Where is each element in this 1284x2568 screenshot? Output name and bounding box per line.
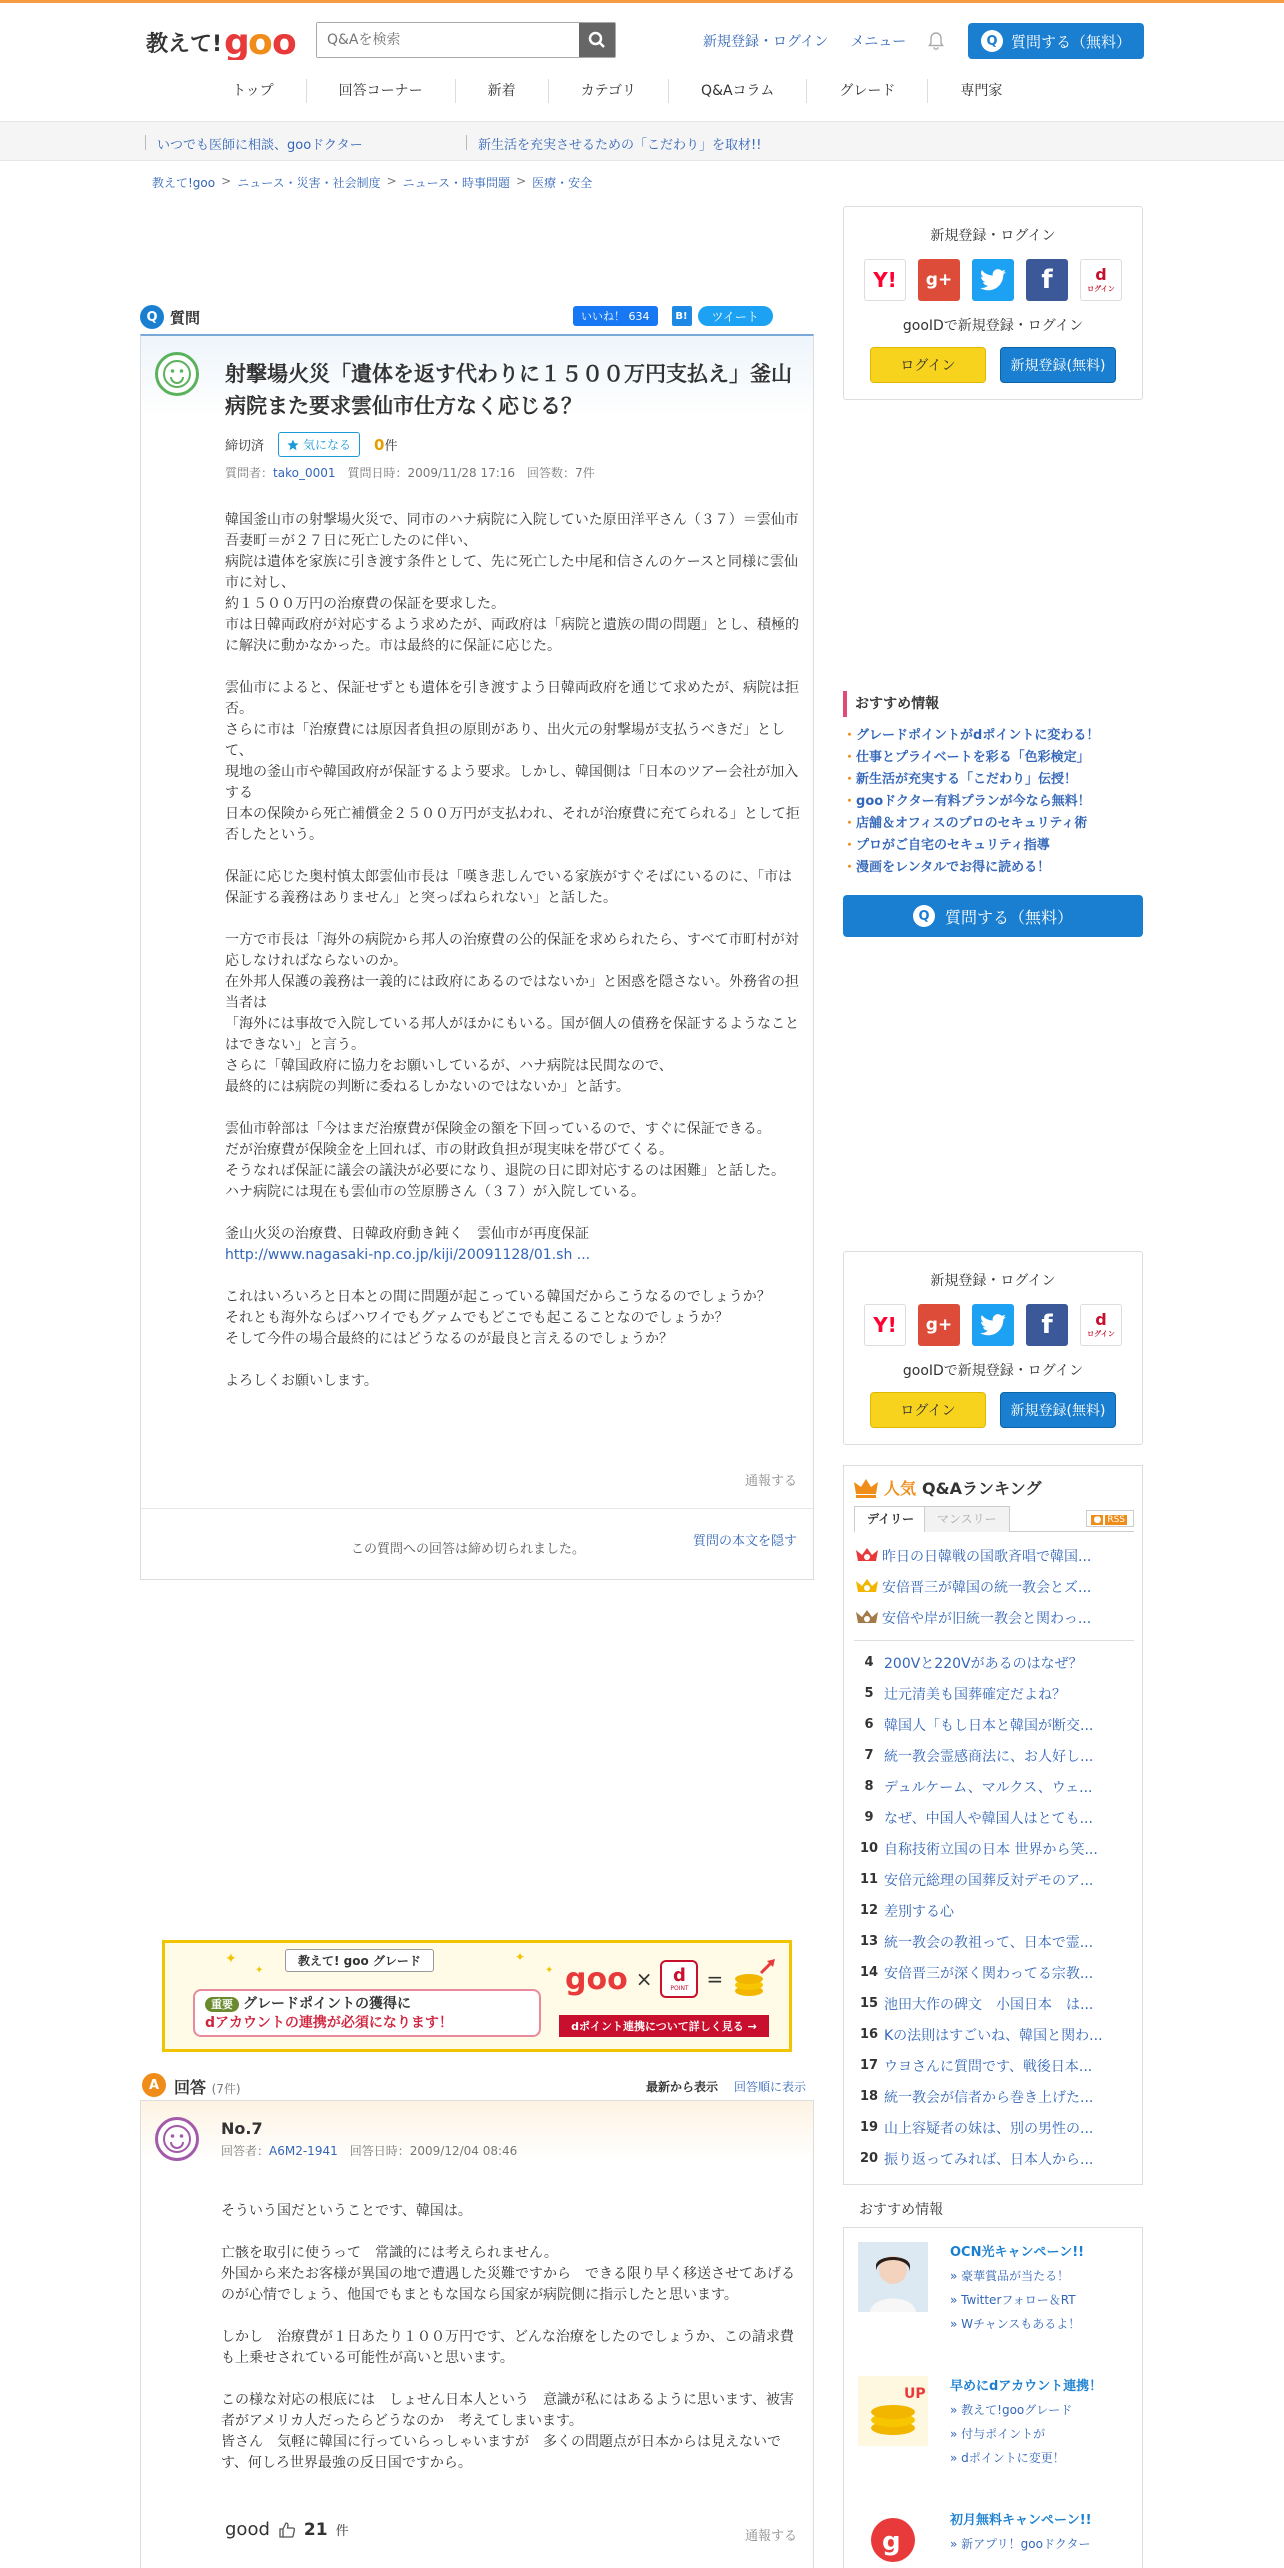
recommended-item[interactable]: ・ 漫画をレンタルでお得に読める！ bbox=[843, 857, 1143, 879]
ranking-title: Q&Aランキング bbox=[922, 1479, 1042, 1498]
questioner-link[interactable]: tako_0001 bbox=[273, 466, 336, 480]
closed-message: この質問への回答は締め切られました。 bbox=[351, 1542, 586, 1557]
nav-grade[interactable]: グレード bbox=[807, 79, 928, 103]
osusume-item bbox=[858, 2242, 1130, 2352]
docomo-label: ログイン bbox=[1087, 285, 1115, 293]
nav-top[interactable]: トップ bbox=[200, 79, 307, 103]
favorite-count bbox=[374, 435, 397, 454]
status-badge: 締切済 bbox=[225, 439, 265, 454]
ranking-item[interactable] bbox=[854, 1833, 1134, 1864]
questioner-avatar[interactable] bbox=[155, 352, 199, 396]
nav-new[interactable]: 新着 bbox=[456, 79, 549, 103]
favorite-count-unit: 件 bbox=[384, 439, 398, 454]
answer-meta bbox=[221, 2142, 517, 2159]
ask-question-button[interactable] bbox=[968, 23, 1144, 59]
answers-count: (7件) bbox=[211, 2082, 241, 2096]
twitter-login-icon[interactable] bbox=[972, 1304, 1014, 1346]
good-unit: 件 bbox=[335, 2524, 349, 2539]
thumbs-up-icon bbox=[278, 2521, 296, 2539]
search-input[interactable] bbox=[317, 23, 579, 57]
login-box-title: 新規登録・ログイン bbox=[930, 1273, 1056, 1289]
question-header bbox=[140, 305, 200, 329]
ranking-item-title: 差別する心 bbox=[884, 1903, 954, 1920]
coins-icon bbox=[731, 1959, 777, 1999]
osusume-box bbox=[843, 2227, 1143, 2568]
ranking-item-title: ウヨさんに質問です、戦後日本... bbox=[884, 2058, 1093, 2075]
ranking-item[interactable] bbox=[854, 1740, 1134, 1771]
recommended-item[interactable]: ・ 新生活が充実する「こだわり」伝授！ bbox=[843, 769, 1143, 791]
answer-a-icon: A bbox=[142, 2073, 166, 2097]
star-icon bbox=[287, 439, 299, 451]
facebook-like-button[interactable] bbox=[573, 306, 658, 326]
question-status-row bbox=[225, 432, 397, 457]
ranking-item[interactable] bbox=[854, 1571, 1134, 1602]
ranking-item-title: 振り返ってみれば、日本人から... bbox=[884, 2151, 1094, 2168]
login-link[interactable]: 新規登録・ログイン bbox=[703, 34, 829, 50]
dpoint-logo bbox=[660, 1960, 698, 1998]
important-badge: 重要 bbox=[205, 1997, 239, 2012]
ranking-item-title: 韓国人「もし日本と韓国が断交... bbox=[884, 1717, 1094, 1734]
answer-meta-prefix: 回答者： bbox=[221, 2144, 270, 2158]
osusume-text bbox=[950, 2242, 1130, 2336]
nav-expert[interactable]: 専門家 bbox=[960, 83, 1003, 99]
rss-icon: ● bbox=[1093, 1515, 1102, 1525]
gold-crown-icon bbox=[856, 1547, 878, 1565]
ranking-number: 8 bbox=[864, 1779, 874, 1794]
favorite-count-value: 0 bbox=[374, 436, 385, 454]
question-body-text: 韓国釜山市の射撃場火災で、同市のハナ病院に入院していた原田洋平さん（３７）＝雲仙市吾妻町＝が２７日に死亡したのに伴い、 病院は遺体を家族に引き渡す条件として、先に死亡した中尾和信さんのケースと同様に雲仙市に対し、 約１５００万円の治療費の保証を要求した。 市は日韓両政府が対応するよう求めたが、両政府は「病院と遺族の間の問題」とし、積極的に解決に動かなかった。市は最終的に保証に応じた。 雲仙市によると、保証せずとも遺体を引き渡すよう日韓両政府を通じて求めたが、病院は拒否。 さらに市は「治療費には原因者負担の原則があり、出火元の射撃場が支払うべきだ」として、 現地の釜山市や韓国政府が保証するよう要求。しかし、韓国側は「日本のツアー会社が加入する 日本の保険から死亡補償金２５００万円が支払われ、それが治療費に充てられる」として拒否したという。 保証に応じた奥村慎太郎雲仙市長は「嘆き悲しんでいる家族がすぐそばにいるのに、「市は保証する義務はありません」と突っぱねられない」と話した。 一方で市長は「海外の病院から邦人の治療費の公的保証を求められたら、すべて市町村が対応しなければならないのか。 在外邦人保護の義務は一義的には政府にあるのではないか」と困惑を隠さない。外務省の担当者は 「海外には事故で入院している邦人がほかにもいる。国が個人の債務を保証するようなことはできない」と言う。 さらに「韓国政府に協力をお願いしているが、ハナ病院は民間なので、 最終的には病院の判断に委ねるしかないのではないか」と話す。 雲仙市幹部は「今はまだ治療費が保険金の額を下回っているので、すぐに保証できる。 だが治療費が保険金を上回れば、市の財政負担が現実味を帯びてくる。 そうなれば保証に議会の議決が必要になり、退院の日に即対応するのは困難」と話した。 ハナ病院には現在も雲仙市の笠原勝さん（３７）が入院している。 釜山火災の治療費、日韓政府動き鈍く 雲仙市が再度保証 bbox=[225, 512, 800, 1242]
tweet-label: ツイート bbox=[711, 309, 759, 324]
ranking-item-title: 昨日の日韓戦の国歌斉唱で韓国... bbox=[882, 1548, 1092, 1565]
dpoint-text: POINT bbox=[670, 1984, 689, 1992]
yahoo-login-icon[interactable]: Y! bbox=[864, 1304, 906, 1346]
global-nav bbox=[200, 79, 1034, 103]
docomo-label: ログイン bbox=[1087, 1330, 1115, 1338]
banner-equals: = bbox=[706, 1967, 724, 1991]
rss-label: RSS bbox=[1107, 1515, 1125, 1525]
question-q-icon: Q bbox=[140, 305, 164, 329]
question-box bbox=[140, 334, 814, 1580]
register-button[interactable]: 新規登録(無料) bbox=[1000, 1392, 1116, 1428]
ranking-item-title: 統一教会霊感商法に、お人好し... bbox=[884, 1748, 1094, 1765]
sidebar-login-top bbox=[843, 206, 1143, 400]
osusume-item-title[interactable]: OCN光キャンペーン!! bbox=[950, 2245, 1085, 2260]
goo-logo bbox=[224, 20, 300, 60]
ranking-item[interactable] bbox=[854, 1988, 1134, 2019]
divider bbox=[854, 1640, 1134, 1641]
ranking-item-title: 山上容疑者の妹は、別の男性の... bbox=[884, 2120, 1094, 2137]
login-button[interactable]: ログイン bbox=[870, 1392, 986, 1428]
breadcrumb-item[interactable]: ニュース・災害・社会制度 bbox=[237, 176, 381, 190]
ranking-number: 5 bbox=[864, 1686, 874, 1701]
smiley-icon bbox=[162, 2124, 192, 2154]
docomo-login-icon[interactable] bbox=[1080, 1304, 1122, 1346]
ranking-number: 12 bbox=[859, 1903, 879, 1918]
ranking-item[interactable] bbox=[854, 2143, 1134, 2174]
hide-question-link[interactable]: 質問の本文を隠す bbox=[692, 1534, 797, 1549]
ranking-title-hot: 人気 bbox=[884, 1479, 917, 1498]
recommended-info bbox=[843, 691, 1143, 879]
ranking-number: 20 bbox=[859, 2151, 879, 2166]
recommended-item[interactable]: ・ グレードポイントがdポイントに変わる！ bbox=[843, 725, 1143, 747]
crown-icon bbox=[854, 1478, 878, 1498]
ranking-item[interactable] bbox=[854, 1864, 1134, 1895]
good-label: good bbox=[225, 2519, 270, 2540]
tab-monthly[interactable]: マンスリー bbox=[924, 1506, 1010, 1532]
ranking-item[interactable] bbox=[854, 1895, 1134, 1926]
ranking-item[interactable] bbox=[854, 2019, 1134, 2050]
ranking-item-title: 統一教会が信者から巻き上げた... bbox=[884, 2089, 1094, 2106]
ranking-number: 13 bbox=[859, 1934, 879, 1949]
ranking-number: 6 bbox=[864, 1717, 874, 1732]
sort-options bbox=[646, 2078, 806, 2095]
question-meta bbox=[225, 464, 595, 481]
report-link[interactable]: 通報する bbox=[744, 1474, 797, 1489]
grade-banner[interactable] bbox=[162, 1940, 792, 2052]
ranking-item[interactable] bbox=[854, 2081, 1134, 2112]
osusume-item-link[interactable]: » 豪華賞品が当たる！ bbox=[950, 2264, 1130, 2288]
svg-text:✦: ✦ bbox=[225, 1951, 237, 1967]
ranking-item[interactable] bbox=[854, 1802, 1134, 1833]
nav-qa-column[interactable]: Q&Aコラム bbox=[669, 79, 807, 103]
banner-line1: グレードポイントの獲得に bbox=[243, 1996, 411, 2012]
svg-text:✦: ✦ bbox=[255, 1965, 264, 1976]
breadcrumb-sep: > bbox=[516, 174, 527, 188]
ranking-item-title: なぜ、中国人や韓国人はとても... bbox=[884, 1810, 1093, 1827]
breadcrumb-item[interactable]: 教えて!goo bbox=[152, 176, 216, 190]
osusume-title: おすすめ情報 bbox=[859, 2202, 944, 2218]
osusume-text bbox=[950, 2376, 1130, 2470]
ranking-item[interactable] bbox=[854, 1926, 1134, 1957]
sidebar-login-bottom bbox=[843, 1251, 1143, 1445]
ranking-item-title: 池田大作の碑文 小国日本 は... bbox=[884, 1996, 1094, 2013]
site-logo[interactable] bbox=[146, 20, 300, 60]
svg-text:✦: ✦ bbox=[545, 1965, 554, 1976]
tab-daily[interactable]: デイリー bbox=[854, 1506, 927, 1532]
breadcrumb-item[interactable]: ニュース・時事問題 bbox=[402, 176, 511, 190]
ranking-item[interactable] bbox=[854, 1709, 1134, 1740]
gooid-text: gooIDで新規登録・ログイン bbox=[902, 318, 1084, 334]
answers-header bbox=[140, 2071, 814, 2101]
osusume-item-title[interactable]: 早めにdアカウント連携！ bbox=[950, 2379, 1103, 2394]
osusume-item bbox=[858, 2376, 1130, 2486]
ranking-item[interactable] bbox=[854, 1540, 1134, 1571]
banner-grade-title: 教えて! goo グレード bbox=[285, 1949, 434, 1972]
recommended-list bbox=[843, 725, 1143, 879]
answer-item bbox=[140, 2101, 814, 2568]
svg-text:✦: ✦ bbox=[515, 1950, 526, 1964]
search-icon bbox=[588, 31, 606, 49]
answerer-avatar[interactable] bbox=[155, 2117, 199, 2161]
login-buttons bbox=[844, 1392, 1142, 1428]
answerer-link[interactable]: A6M2-1941 bbox=[269, 2144, 338, 2158]
breadcrumb-sep: > bbox=[221, 174, 232, 188]
ranking-item[interactable] bbox=[854, 1602, 1134, 1633]
ranking-item-title: 辻元清美も国葬確定だよね？ bbox=[884, 1686, 1066, 1703]
ranking-item-title: 統一教会の教祖って、日本で霊... bbox=[884, 1934, 1094, 1951]
nav-category[interactable]: カテゴリ bbox=[549, 79, 669, 103]
osusume-item-link[interactable]: » 新アプリ！gooドクター bbox=[950, 2532, 1130, 2556]
svg-text:g: g bbox=[224, 22, 250, 60]
ranking-item-title: 自称技術立国の日本 世界から笑... bbox=[884, 1841, 1098, 1858]
good-count: 21 bbox=[303, 2519, 328, 2540]
ranking-list bbox=[854, 1540, 1134, 2174]
ranking-item-title: Kの法則はすごいね、韓国と関わ... bbox=[884, 2027, 1103, 2044]
silver-crown-icon bbox=[856, 1578, 878, 1596]
osusume-item-link[interactable]: » dポイントに変更！ bbox=[950, 2446, 1130, 2470]
ranking-item[interactable] bbox=[854, 2112, 1134, 2143]
bell-icon[interactable] bbox=[928, 32, 944, 50]
answer-number: No.7 bbox=[221, 2119, 263, 2138]
ranking-tabs bbox=[854, 1506, 1134, 1532]
recommended-item[interactable]: ・ 店舗＆オフィスのプロのセキュリティ術 bbox=[843, 813, 1143, 835]
login-box bbox=[843, 1251, 1143, 1445]
facebook-login-icon[interactable]: f bbox=[1026, 259, 1068, 301]
question-header-label: 質問 bbox=[170, 308, 201, 327]
tweet-button[interactable] bbox=[698, 306, 773, 326]
ranking-number: 18 bbox=[859, 2089, 879, 2104]
gooid-text: gooIDで新規登録・ログイン bbox=[902, 1363, 1084, 1379]
banner-goo-logo: goo bbox=[565, 1961, 628, 1997]
rss-button[interactable] bbox=[1086, 1510, 1134, 1527]
ranking-item[interactable] bbox=[854, 1647, 1134, 1678]
question-q-icon: Q bbox=[981, 30, 1003, 52]
twitter-login-icon[interactable] bbox=[972, 259, 1014, 301]
question-body bbox=[225, 510, 801, 1392]
promo-link-kodawari[interactable]: 新生活を充実させるための「こだわり」を取材!! bbox=[478, 134, 761, 153]
coins-icon[interactable] bbox=[858, 2376, 928, 2446]
ranking-item-title: 安倍元総理の国葬反対デモのア... bbox=[884, 1872, 1094, 1889]
answer-report-link[interactable]: 通報する bbox=[744, 2529, 797, 2544]
osusume-item-title[interactable]: 初月無料キャンペーン!! bbox=[950, 2513, 1092, 2528]
banner-line2: dアカウントの連携が必須になります！ bbox=[205, 2015, 453, 2031]
recommended-item[interactable]: ・ プロがご自宅のセキュリティ指導 bbox=[843, 835, 1143, 857]
osusume-item-link[interactable]: » 付与ポイントが bbox=[950, 2422, 1130, 2446]
ranking-number: 10 bbox=[859, 1841, 879, 1856]
ranking-item[interactable] bbox=[854, 1957, 1134, 1988]
sparkle-icon bbox=[225, 1947, 585, 1977]
promo-link-doctor[interactable]: いつでも医師に相談、gooドクター bbox=[157, 134, 363, 153]
breadcrumb-sep: > bbox=[386, 174, 397, 188]
logo-oshiete: 教えて! bbox=[146, 32, 223, 57]
docomo-d: d bbox=[1095, 265, 1107, 284]
ranking-item[interactable] bbox=[854, 1678, 1134, 1709]
search-button[interactable] bbox=[579, 23, 615, 57]
answer-body: そういう国だということです、韓国は。 亡骸を取引に使うって 常識的には考えられません。 外国から来たお客様が異国の地で遭遇した災難ですから できる限り早く移送させてあげるのが心情でしょう、他国でもまともな国なら国家が病院側に指示したと思います。 しかし 治療費が１日あたり１００万円です、どんな治療をしたのでしょうか、この請求費も上乗せされている可能性が高いと思います。 この様な対応の根底には しょせん日本人という 意識が私にはあるように思います、被害者がアメリカ人だったらどうなのか 考えてしまいます。 皆さん 気軽に韓国に行っていらっしゃいますが 多くの問題点が日本からは見えないです、何しろ世界最強の反日国ですから。 bbox=[221, 2203, 795, 2471]
woman-photo-icon[interactable] bbox=[858, 2242, 928, 2312]
good-button[interactable] bbox=[225, 2519, 349, 2540]
sort-by-order[interactable]: 回答順に表示 bbox=[733, 2080, 806, 2094]
osusume-section bbox=[843, 2199, 1143, 2568]
favorite-label: 気になる bbox=[303, 438, 352, 452]
sidebar-ask-button[interactable] bbox=[843, 895, 1143, 937]
social-buttons bbox=[573, 306, 773, 326]
source-link[interactable]: http://www.nagasaki-np.co.jp/kiji/20091128/01.sh ... bbox=[225, 1247, 591, 1263]
ask-question-label: 質問する（無料） bbox=[1010, 32, 1131, 51]
banner-message bbox=[193, 1989, 541, 2037]
osusume-item bbox=[858, 2510, 1130, 2568]
svg-text:o: o bbox=[248, 22, 273, 60]
breadcrumb-item[interactable]: 医療・安全 bbox=[532, 176, 593, 190]
question-q-icon: Q bbox=[913, 905, 935, 927]
banner-times: × bbox=[635, 1967, 653, 1991]
login-box bbox=[843, 206, 1143, 400]
ranking-divider-row bbox=[854, 1633, 1134, 1647]
divider bbox=[141, 1508, 813, 1509]
ranking-item[interactable] bbox=[854, 1771, 1134, 1802]
breadcrumb bbox=[152, 174, 592, 191]
goo-doctor-icon[interactable] bbox=[858, 2510, 928, 2568]
question-body-text-2: これはいろいろと日本との間に問題が起こっている韓国だからこうなるのでしょうか？ それとも海外ならばハワイでもグァムでもどこでも起こることなのでしょうか？ そして今件の場合最終的にはどうなるのが最良と言えるのでしょうか？ よろしくお願いします。 bbox=[225, 1289, 771, 1389]
osusume-item-link[interactable]: » Wチャンスもあるよ！ bbox=[950, 2312, 1130, 2336]
question-title: 射撃場火災「遺体を返す代わりに１５００万円支払え」釜山病院また要求雲仙市仕方なく応じる？ bbox=[225, 362, 792, 418]
answers-title bbox=[174, 2075, 241, 2098]
recommended-item[interactable]: ・ gooドクター有料プランが今なら無料！ bbox=[843, 791, 1143, 813]
answer-meta-details: 回答日時：2009/12/04 08:46 bbox=[349, 2144, 518, 2158]
recommended-item[interactable]: ・ 仕事とプライベートを彩る「色彩検定」 bbox=[843, 747, 1143, 769]
ranking-number: 7 bbox=[864, 1748, 874, 1763]
ranking-header bbox=[854, 1476, 1041, 1499]
promo-bar bbox=[0, 121, 1284, 161]
sidebar-ask-label: 質問する（無料） bbox=[944, 907, 1073, 927]
facebook-login-icon[interactable]: f bbox=[1026, 1304, 1068, 1346]
meta-details: 質問日時：2009/11/28 17:16 回答数：7件 bbox=[347, 466, 595, 480]
docomo-d: d bbox=[1095, 1310, 1107, 1329]
nav-answer-corner[interactable]: 回答コーナー bbox=[307, 79, 456, 103]
ranking-item-title: デュルケーム、マルクス、ウェ... bbox=[884, 1779, 1093, 1796]
ranking-item-title: 安倍や岸が旧統一教会と関わっ... bbox=[882, 1610, 1092, 1627]
ranking-number: 17 bbox=[859, 2058, 879, 2073]
site-header bbox=[0, 6, 1284, 116]
ranking-item-title: 安倍晋三が韓国の統一教会とズ... bbox=[882, 1579, 1092, 1596]
ranking-number: 11 bbox=[859, 1872, 879, 1887]
sns-login-buttons bbox=[844, 1304, 1142, 1346]
sns-login-buttons bbox=[844, 259, 1142, 301]
recommended-title: おすすめ情報 bbox=[843, 691, 1143, 717]
ranking-item-title: 200Vと220Vがあるのはなぜ？ bbox=[884, 1655, 1083, 1672]
ranking-number: 15 bbox=[859, 1996, 879, 2011]
ranking-number: 19 bbox=[859, 2120, 879, 2135]
ranking-number: 14 bbox=[859, 1965, 879, 1980]
svg-text:UP: UP bbox=[904, 2386, 926, 2402]
osusume-item-link[interactable]: » Twitterフォロー＆RT bbox=[950, 2288, 1130, 2312]
banner-goo-d bbox=[565, 1959, 777, 1999]
ranking-item-title: 安倍晋三が深く関わってる宗教... bbox=[884, 1965, 1094, 1982]
smiley-icon bbox=[162, 359, 192, 389]
login-buttons bbox=[844, 347, 1142, 383]
search-box bbox=[316, 22, 616, 58]
dpoint-d: d bbox=[673, 1964, 686, 1986]
login-box-title: 新規登録・ログイン bbox=[930, 228, 1056, 244]
answers-title-label: 回答 bbox=[174, 2078, 207, 2097]
hatena-bookmark-button[interactable]: B! bbox=[672, 306, 692, 326]
favorite-button[interactable] bbox=[278, 432, 360, 457]
banner-cta[interactable]: dポイント連携について詳しく見る → bbox=[559, 2015, 769, 2037]
bronze-crown-icon bbox=[856, 1609, 878, 1627]
qa-ranking bbox=[843, 1465, 1143, 2185]
google-plus-login-icon[interactable]: g+ bbox=[918, 259, 960, 301]
facebook-like-label: いいね！ 634 bbox=[581, 310, 650, 323]
menu-link[interactable]: メニュー bbox=[850, 34, 907, 50]
svg-text:o: o bbox=[272, 22, 297, 60]
ranking-item[interactable] bbox=[854, 2050, 1134, 2081]
osusume-item-link[interactable]: » 教えて!gooグレード bbox=[950, 2398, 1130, 2422]
login-button[interactable]: ログイン bbox=[870, 347, 986, 383]
header-links bbox=[703, 31, 944, 51]
meta-prefix: 質問者： bbox=[225, 466, 274, 480]
svg-text:g: g bbox=[882, 2527, 901, 2557]
google-plus-login-icon[interactable]: g+ bbox=[918, 1304, 960, 1346]
docomo-login-icon[interactable] bbox=[1080, 259, 1122, 301]
register-button[interactable]: 新規登録(無料) bbox=[1000, 347, 1116, 383]
sort-newest[interactable]: 最新から表示 bbox=[645, 2080, 718, 2094]
ranking-number: 9 bbox=[864, 1810, 874, 1825]
osusume-text bbox=[950, 2510, 1130, 2556]
yahoo-login-icon[interactable]: Y! bbox=[864, 259, 906, 301]
ranking-number: 16 bbox=[859, 2027, 879, 2042]
ranking-number: 4 bbox=[864, 1655, 874, 1670]
